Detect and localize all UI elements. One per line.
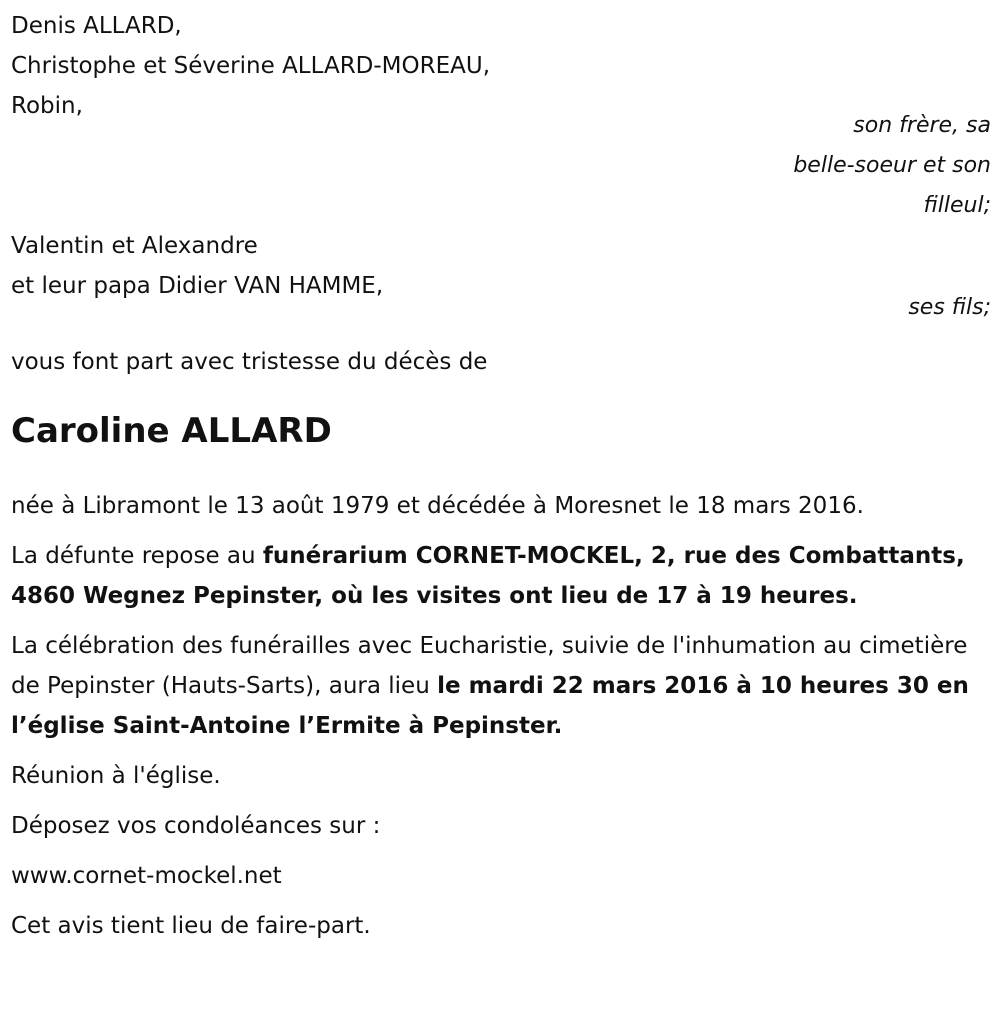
notice-text: Cet avis tient lieu de faire-part.	[11, 913, 371, 939]
repose-details: funérarium CORNET-MOCKEL, 2, rue des Combattants, 4860 Wegnez Pepinster, où les visites ont lieu de 17 à 19 heures.	[11, 543, 965, 609]
relation-line: filleul;	[923, 193, 991, 218]
repose-prefix: La défunte repose au	[11, 543, 263, 569]
repose-paragraph	[11, 536, 991, 616]
family-name-line: et leur papa Didier VAN HAMME,	[11, 273, 384, 299]
condolences-label: Déposez vos condoléances sur :	[11, 813, 381, 839]
ceremony-prefix: La célébration des funérailles avec Eucharistie, suivie de l'inhumation au cimetière de Pepinster (Hauts-Sarts), aura lieu	[11, 633, 968, 699]
family-name-line: Christophe et Séverine ALLARD-MOREAU,	[11, 53, 491, 79]
family-group-1	[11, 6, 991, 226]
family-name-line: Valentin et Alexandre	[11, 233, 258, 259]
deceased-name: Caroline ALLARD	[11, 411, 332, 451]
relation-line: son frère, sa	[853, 113, 991, 138]
relation-line: ses fils;	[908, 295, 991, 320]
family-name-line: Robin,	[11, 93, 83, 119]
relation-line: belle-soeur et son	[793, 153, 991, 178]
obituary-notice	[11, 6, 991, 956]
family-group-2	[11, 226, 991, 328]
ceremony-paragraph	[11, 626, 991, 746]
birth-death-text: née à Libramont le 13 août 1979 et décédée à Moresnet le 18 mars 2016.	[11, 493, 864, 519]
ceremony-details: le mardi 22 mars 2016 à 10 heures 30 en l’église Saint-Antoine l’Ermite à Pepinster.	[11, 673, 969, 739]
announcement-text: vous font part avec tristesse du décès de	[11, 349, 488, 375]
family-name-line: Denis ALLARD,	[11, 13, 182, 39]
website-link[interactable]: www.cornet-mockel.net	[11, 863, 282, 889]
reunion-text: Réunion à l'église.	[11, 763, 221, 789]
